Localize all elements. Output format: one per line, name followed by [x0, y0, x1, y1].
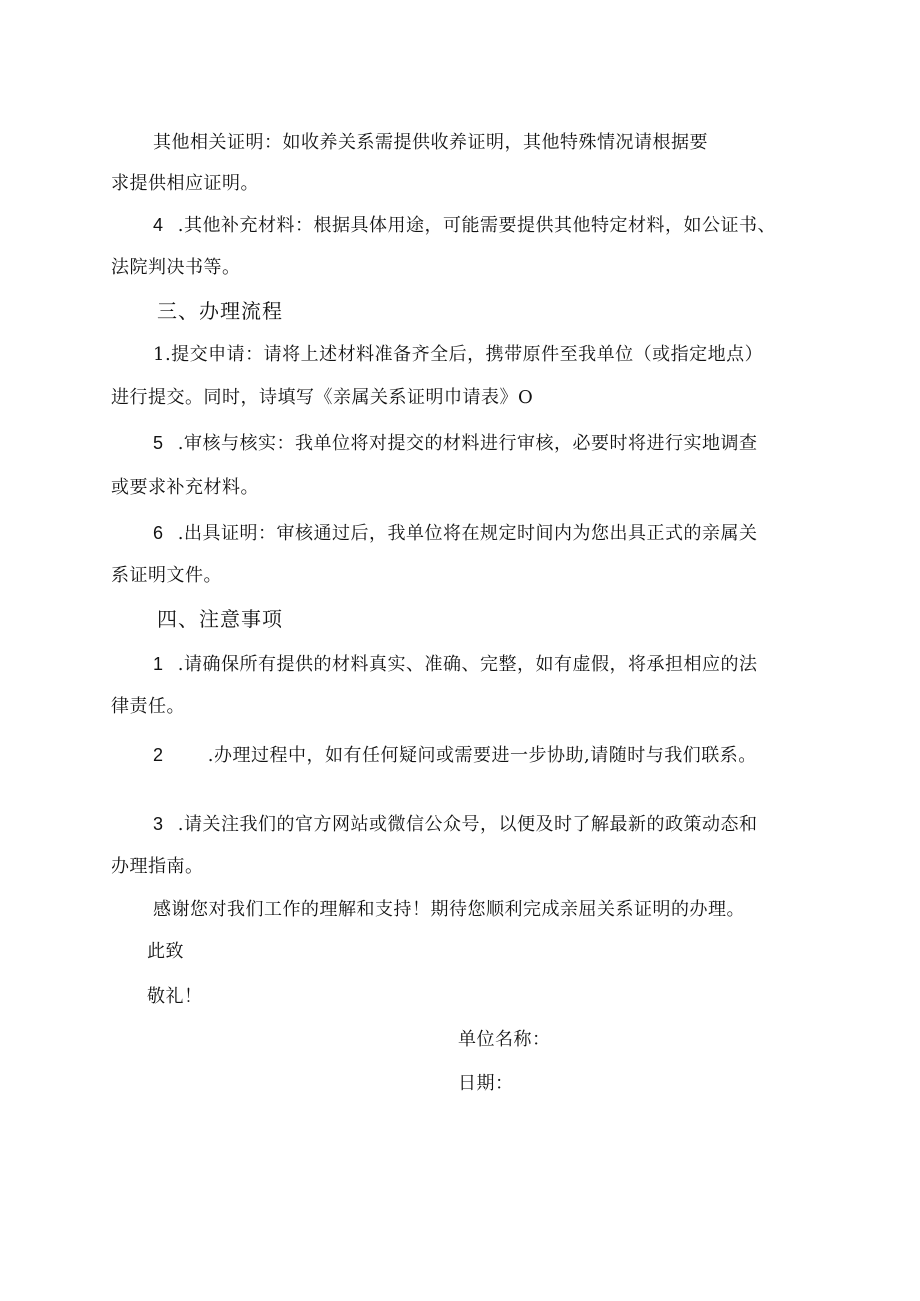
paragraph-process-5-line1 — [153, 431, 757, 456]
note3-text: .请关注我们的官方网站或微信公众号，以便及时了解最新的政策动态和 — [177, 814, 758, 835]
paragraph-process-5-line2: 或要求补充材料。 — [111, 477, 259, 498]
item4-text: .其他补充材料：根据具体用途，可能需要提供其他特定材料，如公证书、 — [177, 215, 776, 236]
item4-number: 4 — [153, 215, 164, 235]
paragraph-notes-3-line2: 办理指南。 — [111, 856, 204, 877]
item5-number: 5 — [153, 433, 164, 453]
note2-text: .办理过程中，如有任何疑问或需要进一步协助,请随时与我们联系。 — [207, 745, 757, 766]
paragraph-notes-1-line2: 律责任。 — [111, 696, 185, 717]
item5-text: .审核与核实：我单位将对提交的材料进行审核，必要时将进行实地调查 — [177, 433, 758, 454]
paragraph-process-6-line2: 系证明文件。 — [111, 565, 222, 586]
paragraph-notes-3-line1 — [153, 812, 757, 837]
note1-number: 1 — [153, 654, 164, 674]
paragraph-item4-line1 — [153, 213, 776, 238]
signature-date-label: 日期： — [458, 1073, 514, 1094]
paragraph-item4-line2: 法院判决书等。 — [111, 257, 241, 278]
paragraph-notes-2-line1 — [153, 743, 757, 768]
item6-text: .出具证明：审核通过后，我单位将在规定时间内为您出具正式的亲属关 — [177, 523, 758, 544]
paragraph-other-proof-line2: 求提供相应证明。 — [111, 173, 259, 194]
paragraph-other-proof-line1: 其他相关证明：如收养关系需提供收养证明，其他特殊情况请根据要 — [153, 132, 708, 153]
closing-salutation-2: 敬礼！ — [147, 986, 203, 1007]
section-heading-process: 三、办理流程 — [157, 299, 283, 323]
paragraph-process-6-line1 — [153, 521, 757, 546]
paragraph-process-1-line2: 进行提交。同时，诗填写《亲属关系证明巾请表》O — [111, 387, 534, 408]
paragraph-notes-1-line1 — [153, 652, 757, 677]
note2-number: 2 — [153, 745, 164, 765]
item6-number: 6 — [153, 523, 164, 543]
paragraph-process-1-line1: 1.提交申请：请将上述材料准备齐全后，携带原件至我单位（或指定地点） — [153, 344, 764, 365]
note1-text: .请确保所有提供的材料真实、准确、完整，如有虚假，将承担相应的法 — [177, 654, 758, 675]
section-heading-notes: 四、注意事项 — [157, 607, 283, 631]
note3-number: 3 — [153, 814, 164, 834]
closing-thanks: 感谢您对我们工作的理解和支持！期待您顺利完成亲屈关系证明的办理。 — [153, 899, 745, 920]
signature-unit-name-label: 单位名称： — [458, 1029, 551, 1050]
closing-salutation-1: 此致 — [147, 941, 184, 962]
